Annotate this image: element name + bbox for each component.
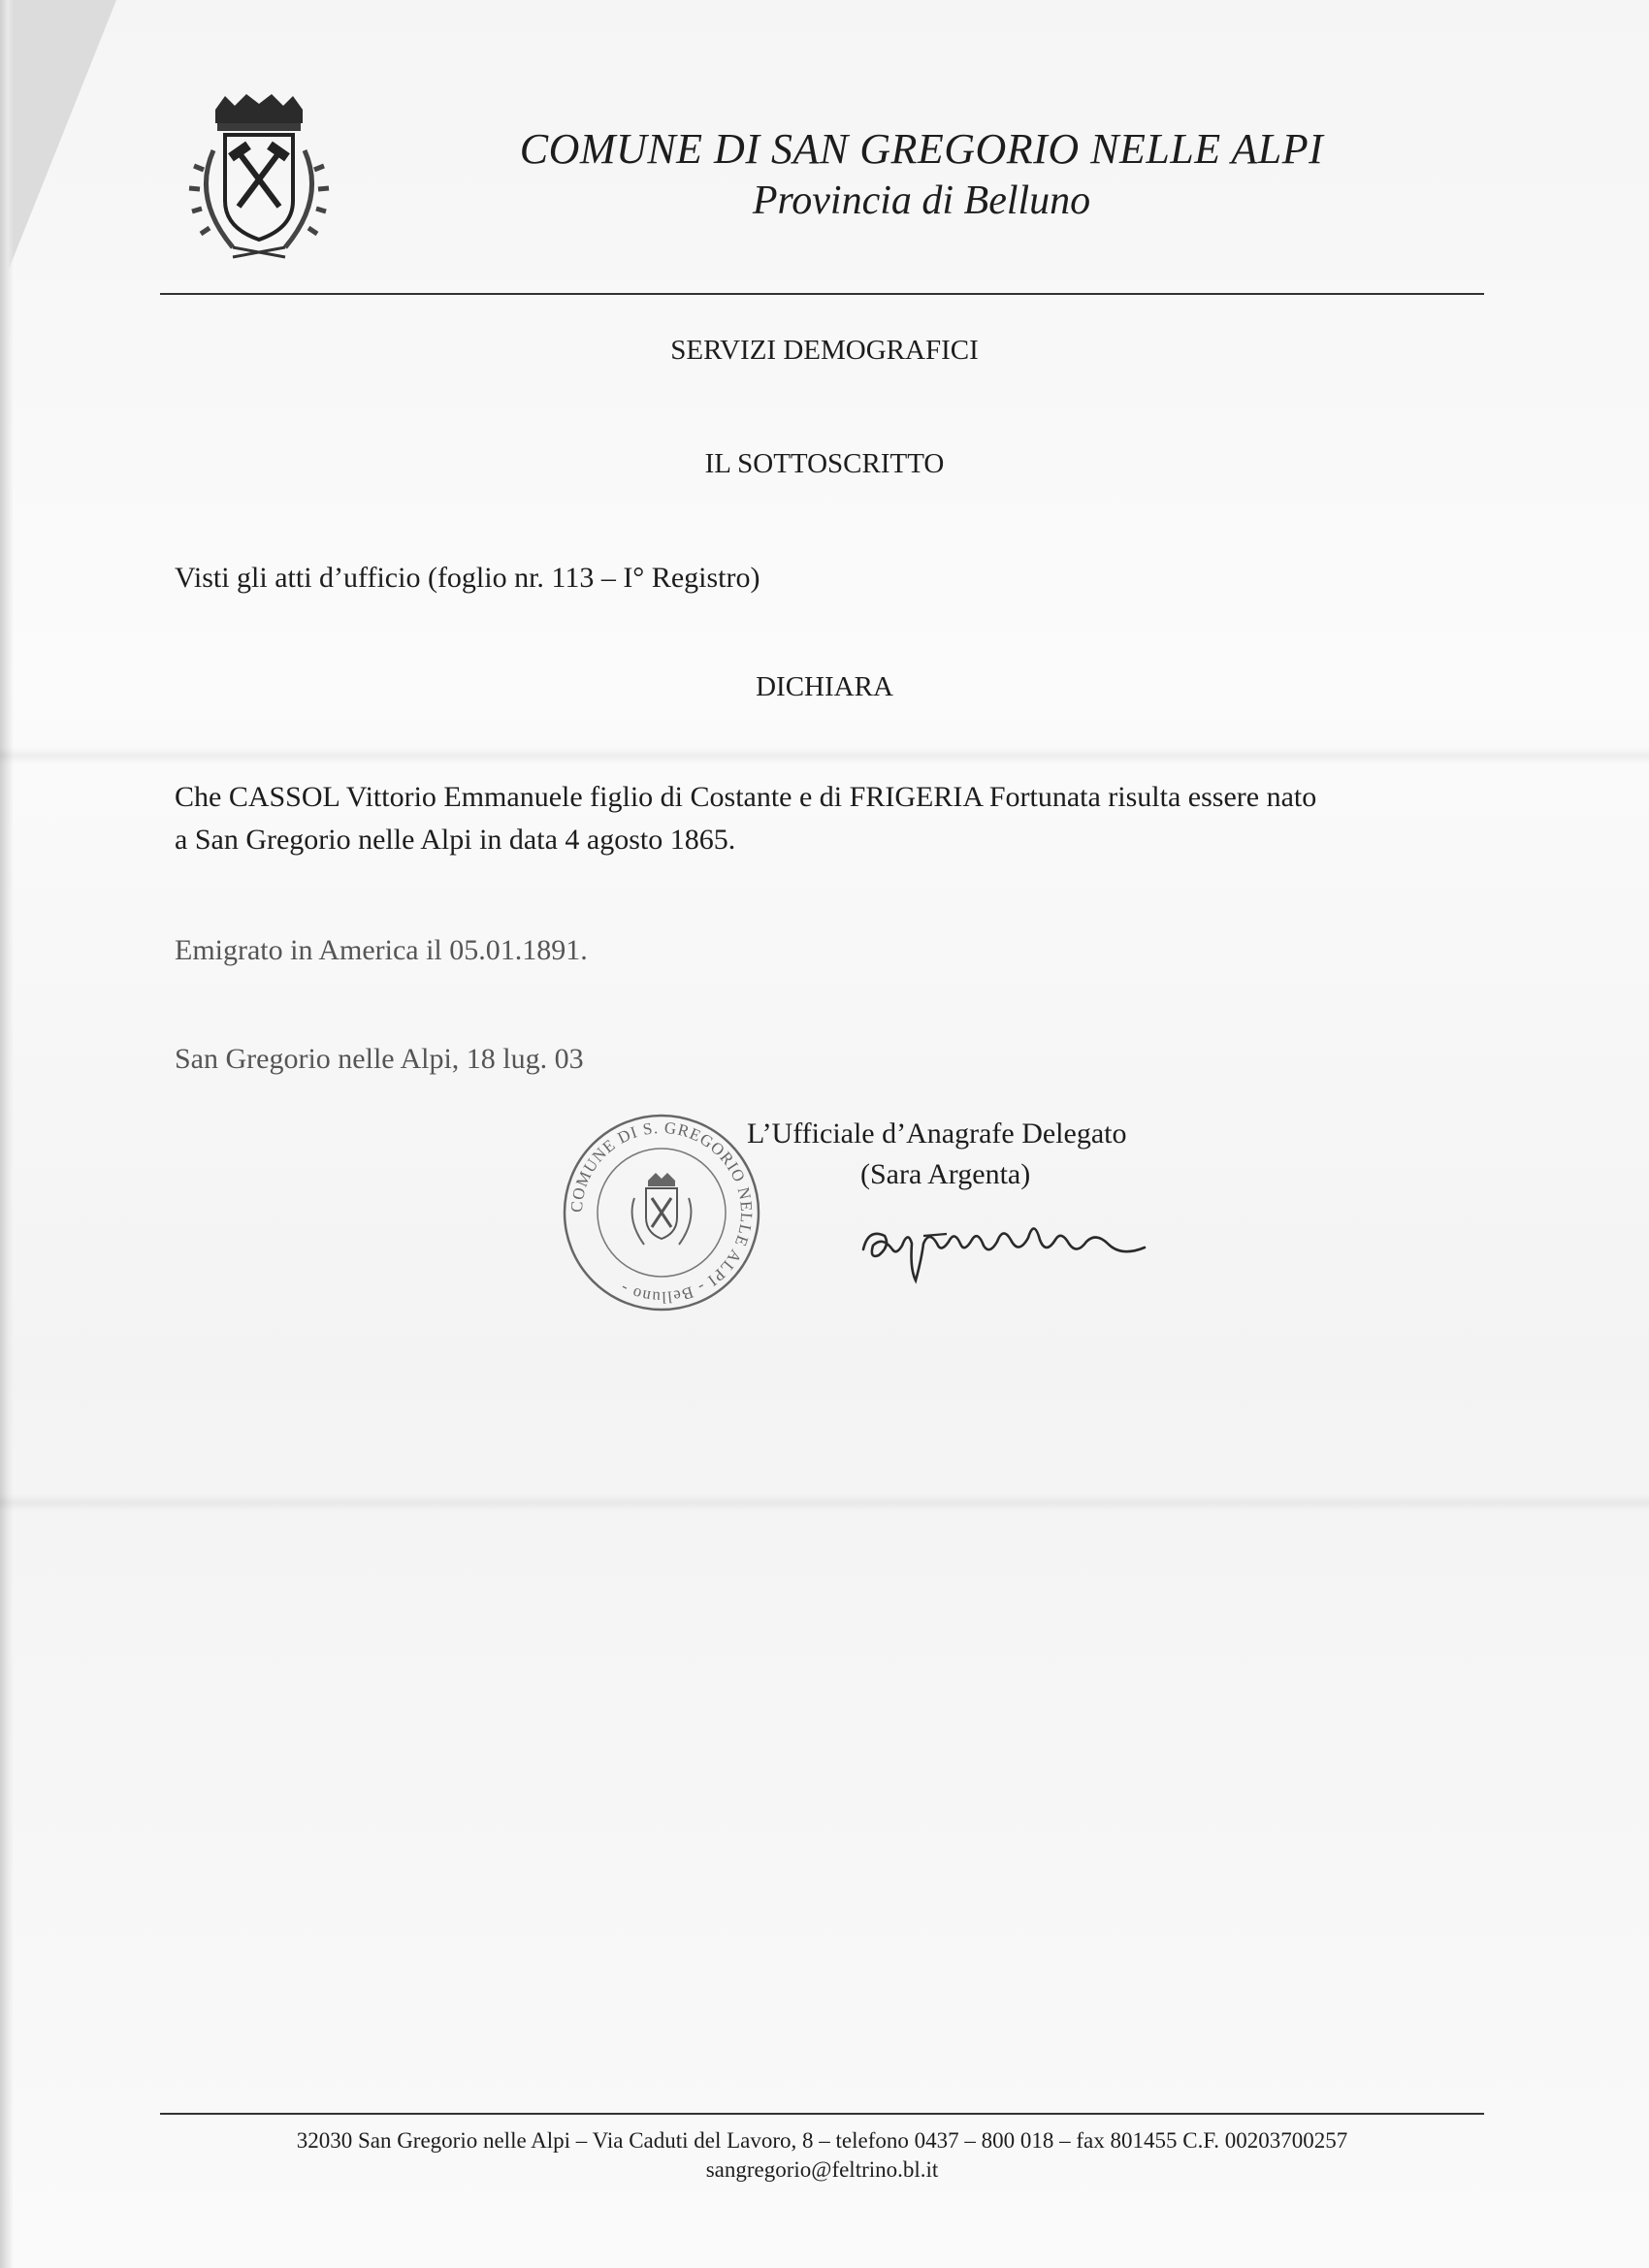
- municipal-crest-icon: [175, 92, 344, 272]
- stamp-text: COMUNE DI S. GREGORIO NELLE ALPI - Belluno -: [566, 1118, 757, 1308]
- signatory-block: [747, 1114, 1193, 1195]
- province-subtitle: Provincia di Belluno: [752, 178, 1091, 223]
- records-line: Visti gli atti d’ufficio (foglio nr. 113 – I° Registro): [175, 562, 760, 594]
- declares-heading: DICHIARA: [756, 671, 893, 702]
- signatory-role: L’Ufficiale d’Anagrafe Delegato: [747, 1118, 1127, 1150]
- department-heading: SERVIZI DEMOGRAFICI: [670, 335, 979, 366]
- folded-corner: [0, 0, 116, 291]
- statement-line-2: a San Gregorio nelle Alpi in data 4 agosto 1865.: [175, 824, 736, 856]
- municipality-title: COMUNE DI SAN GREGORIO NELLE ALPI: [519, 125, 1324, 173]
- footer: [160, 2126, 1484, 2185]
- fold-crease: [0, 747, 1649, 764]
- handwritten-signature: [854, 1201, 1203, 1288]
- official-stamp-icon: [555, 1109, 768, 1317]
- header-divider: [160, 293, 1484, 295]
- emigration-line: Emigrato in America il 05.01.1891.: [175, 934, 588, 966]
- signatory-name: (Sara Argenta): [860, 1158, 1031, 1190]
- place-date-line: San Gregorio nelle Alpi, 18 lug. 03: [175, 1043, 584, 1075]
- undersigned-heading: IL SOTTOSCRITTO: [704, 448, 945, 479]
- statement-line-1: Che CASSOL Vittorio Emmanuele figlio di Costante e di FRIGERIA Fortunata risulta essere nato: [175, 781, 1317, 813]
- fold-crease: [0, 1494, 1649, 1511]
- footer-address: 32030 San Gregorio nelle Alpi – Via Caduti del Lavoro, 8 – telefono 0437 – 800 018 – fax 801455 C.F. 00203700257: [296, 2128, 1348, 2153]
- footer-email: sangregorio@feltrino.bl.it: [705, 2157, 939, 2182]
- footer-divider: [160, 2113, 1484, 2115]
